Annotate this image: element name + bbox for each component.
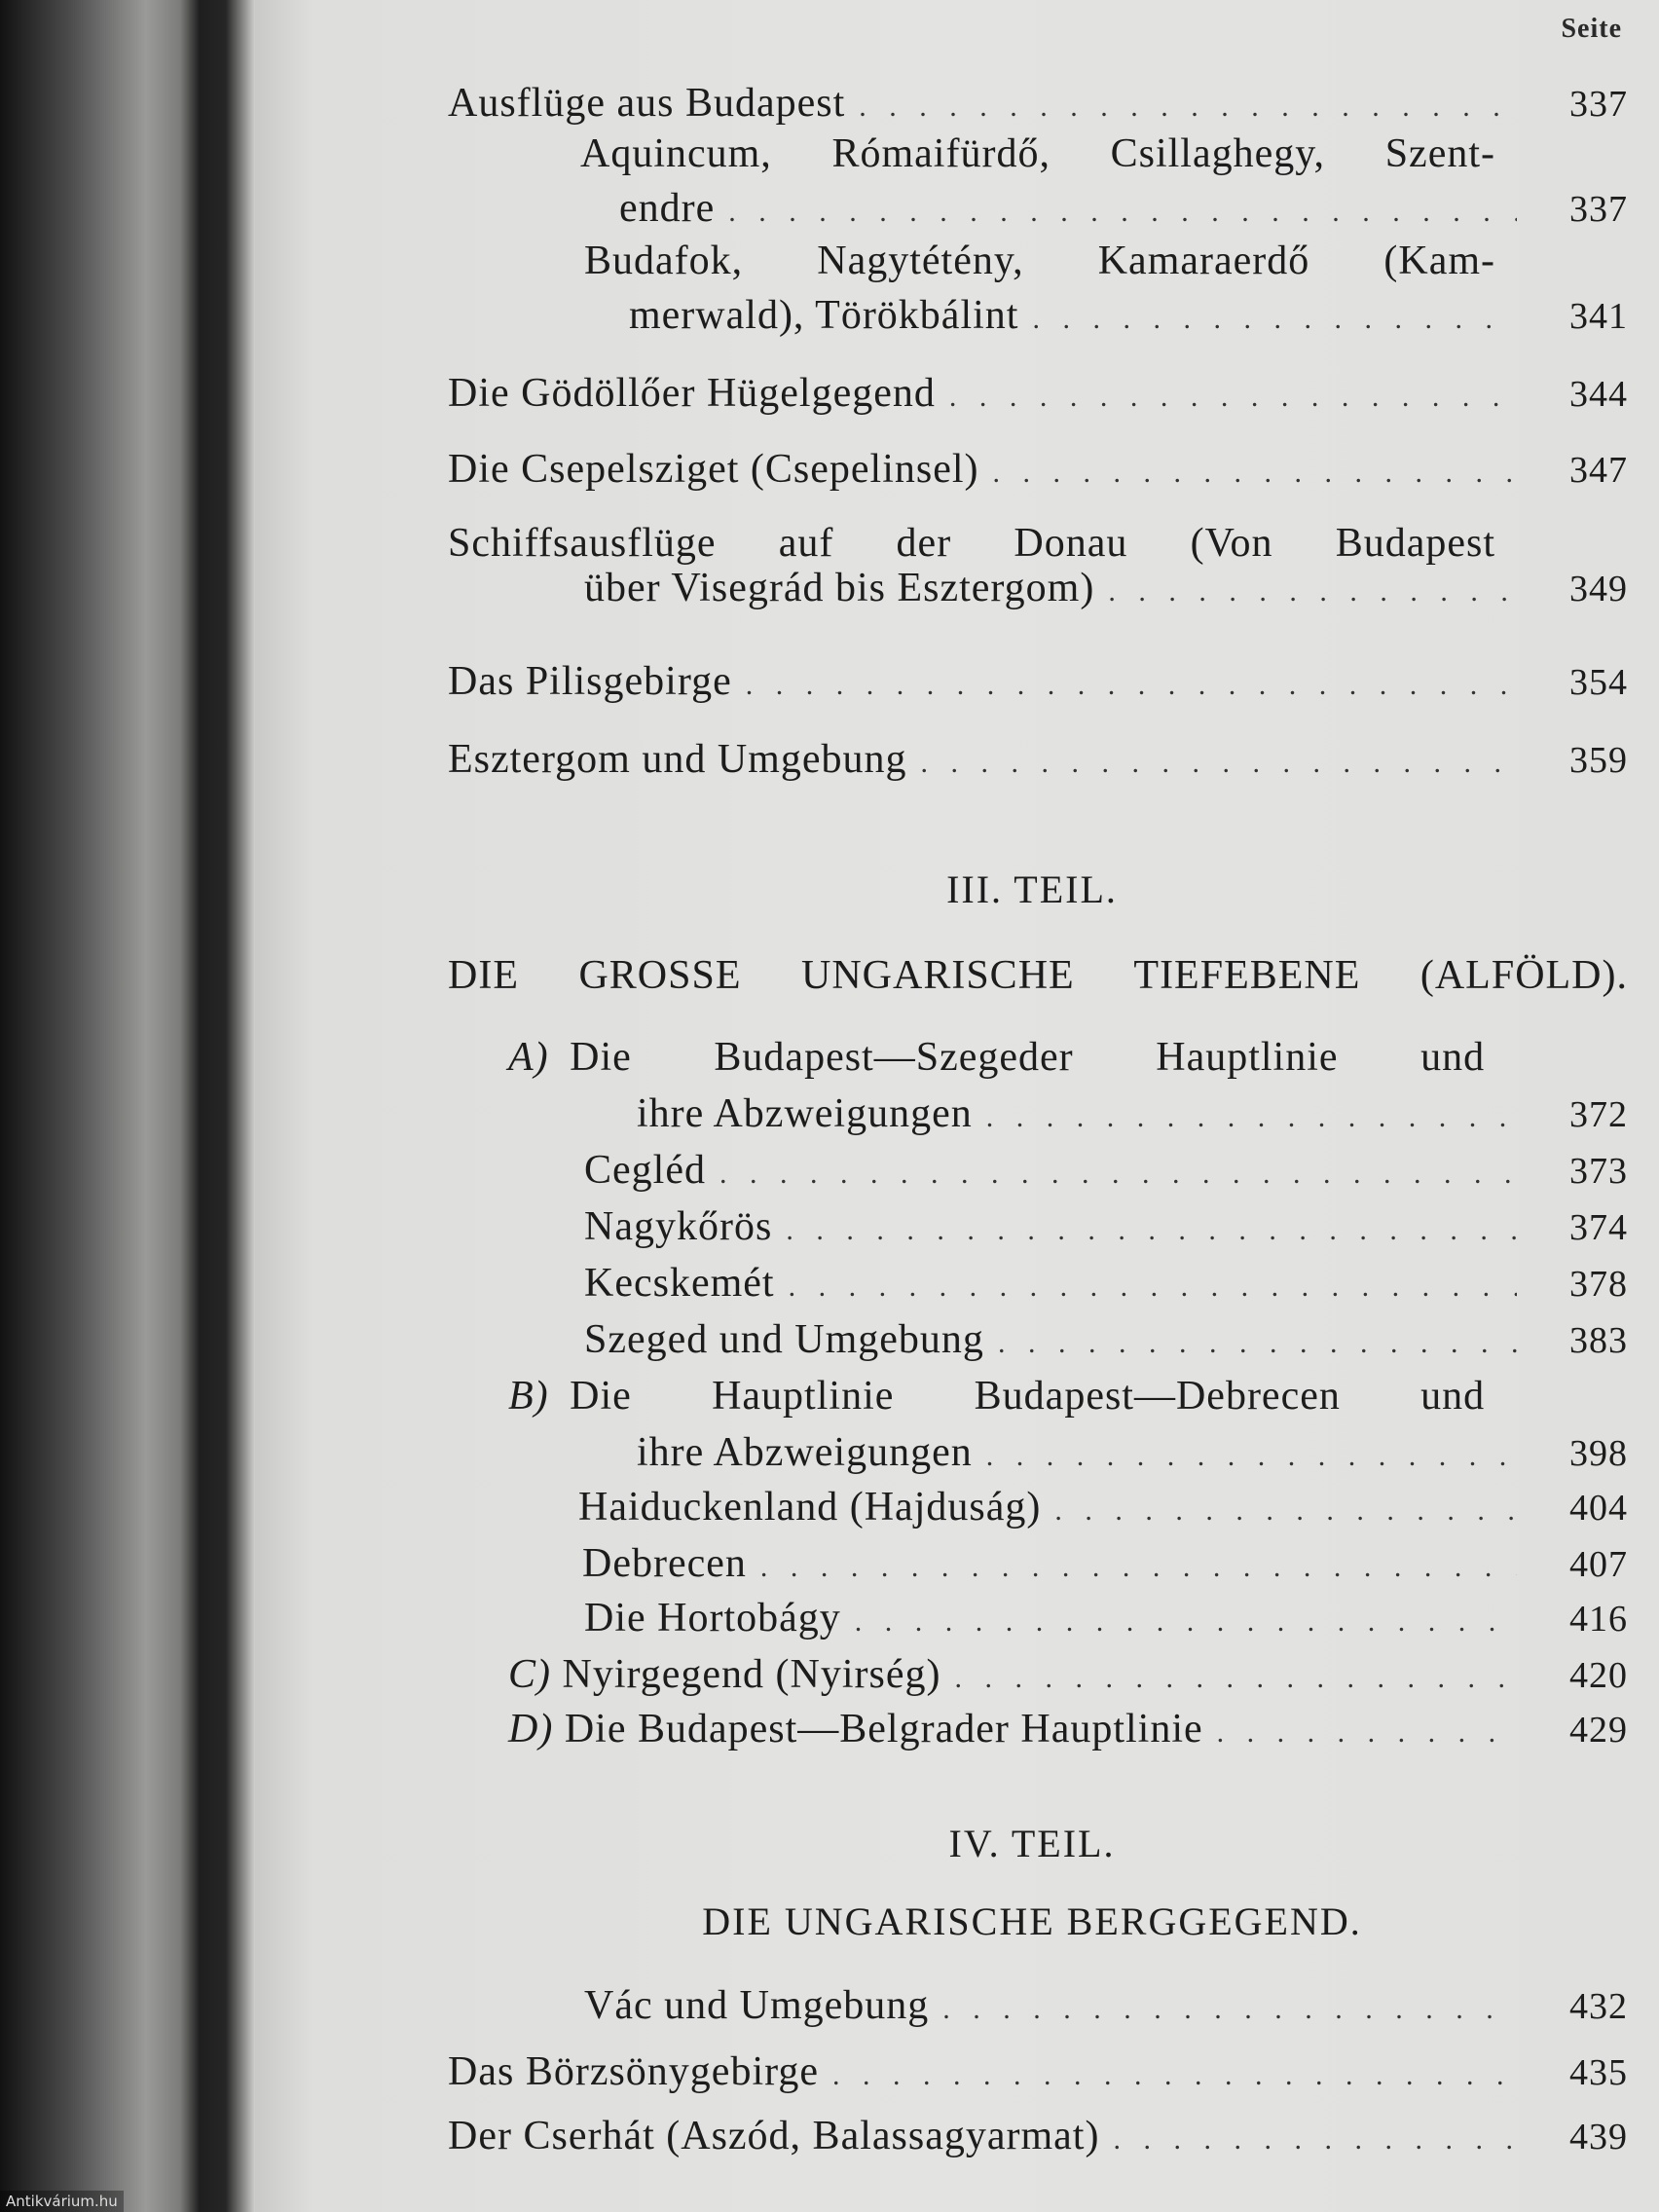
entry-page: 439 [1569, 2117, 1628, 2157]
entry-line: Schiffsausflüge auf der Donau (Von Budapest [448, 521, 1495, 566]
section-text: Die Budapest—Belgrader Hauptlinie [564, 1707, 1203, 1751]
entry-label: Debrecen [582, 1541, 747, 1586]
entry-line: Budafok, Nagytétény, Kamaraerdő (Kam- [584, 239, 1495, 283]
toc-entry [582, 1540, 1628, 1589]
section-mark: B) [508, 1374, 549, 1419]
entry-page: 337 [1569, 84, 1628, 125]
dot-leader [998, 1327, 1517, 1360]
section-line [508, 1373, 1495, 1419]
dot-leader [719, 1158, 1517, 1191]
entry-page: 359 [1569, 740, 1628, 781]
toc-entry [448, 370, 1628, 419]
toc-entry [448, 2113, 1628, 2161]
entry-label: über Visegrád bis Esztergom) [584, 566, 1095, 610]
entry-label: Die Hortobágy [584, 1596, 841, 1641]
toc-entry [637, 1090, 1628, 1139]
dot-leader [993, 457, 1517, 490]
entry-page: 435 [1569, 2052, 1628, 2093]
entry-label: ihre Abzweigungen [637, 1091, 973, 1136]
entry-page: 404 [1569, 1488, 1628, 1529]
section-mark: C) [508, 1652, 551, 1697]
toc-entry [584, 565, 1628, 613]
entry-page: 337 [1569, 189, 1628, 230]
dot-leader [921, 747, 1518, 780]
toc-entry [619, 185, 1628, 234]
dot-leader [786, 1214, 1517, 1247]
entry-label: Das Pilisgebirge [448, 659, 732, 704]
dot-leader [949, 381, 1517, 414]
section-text: Nyirgegend (Nyirség) [562, 1652, 941, 1697]
entry-page: 373 [1569, 1151, 1628, 1192]
dot-leader [728, 196, 1517, 229]
entry-label: merwald), Törökbálint [629, 293, 1019, 338]
entry-label: Esztergom und Umgebung [448, 737, 907, 782]
page-column-header: Seite [1561, 14, 1622, 44]
entry-label: Ausflüge aus Budapest [448, 81, 846, 126]
dot-leader [1217, 1716, 1517, 1750]
entry-page: 349 [1569, 569, 1628, 609]
entry-label: ihre Abzweigungen [637, 1430, 973, 1475]
entry-label: Cegléd [584, 1148, 706, 1193]
watermark: Antikvárium.hu [0, 2191, 124, 2212]
toc-entry [637, 1429, 1628, 1478]
entry-page: 372 [1569, 1094, 1628, 1135]
entry-label: Haiduckenland (Hajduság) [578, 1485, 1042, 1530]
section-mark: D) [508, 1707, 554, 1751]
dot-leader [1032, 303, 1517, 336]
part-title-text: DIE UNGARISCHE BERGGEGEND. [702, 1899, 1362, 1943]
entry-page: 383 [1569, 1320, 1628, 1361]
entry-page: 344 [1569, 374, 1628, 415]
dot-leader [760, 1551, 1517, 1584]
part-heading [253, 866, 1659, 912]
toc-entry [584, 1982, 1628, 2031]
section-text: Die Hauptlinie Budapest—Debrecen und [570, 1374, 1486, 1419]
entry-label: Szeged und Umgebung [584, 1317, 984, 1362]
entry-label: Das Börzsönygebirge [448, 2049, 819, 2094]
entry-label: endre [619, 186, 716, 231]
entry-label: Kecskemét [584, 1261, 775, 1306]
dot-leader [859, 91, 1517, 124]
dot-leader [1108, 575, 1517, 608]
dot-leader [832, 2059, 1517, 2092]
toc-entry [448, 736, 1628, 785]
dot-leader [789, 1271, 1517, 1304]
toc-entry [508, 1706, 1628, 1754]
entry-label: Der Cserhát (Aszód, Balassagyarmat) [448, 2114, 1100, 2158]
entry-page: 398 [1569, 1433, 1628, 1474]
entry-label: Vác und Umgebung [584, 1983, 930, 2028]
entry-label [508, 1651, 940, 1698]
toc-entry [448, 80, 1628, 129]
dot-leader [986, 1440, 1517, 1473]
entry-label [508, 1706, 1203, 1752]
entry-page: 347 [1569, 450, 1628, 491]
entry-page: 374 [1569, 1207, 1628, 1248]
entry-page: 420 [1569, 1655, 1628, 1696]
section-text: Die Budapest—Szegeder Hauptlinie und [570, 1035, 1486, 1080]
entry-page: 354 [1569, 662, 1628, 703]
toc-entry [584, 1595, 1628, 1643]
entry-page: 429 [1569, 1710, 1628, 1751]
dot-leader [986, 1101, 1517, 1134]
part-heading-text: IV. TEIL. [948, 1822, 1116, 1865]
toc-entry [448, 658, 1628, 707]
section-line [508, 1034, 1495, 1081]
entry-page: 341 [1569, 296, 1628, 337]
part-title: DIE GROSSE UNGARISCHE TIEFEBENE (ALFÖLD). [448, 953, 1628, 998]
dot-leader [942, 1993, 1517, 2026]
toc-entry [584, 1316, 1628, 1365]
dot-leader [855, 1605, 1517, 1639]
entry-line: Aquincum, Rómaifürdő, Csillaghegy, Szent- [580, 131, 1495, 176]
entry-page: 416 [1569, 1599, 1628, 1640]
entry-label: Die Csepelsziget (Csepelinsel) [448, 447, 979, 492]
entry-page: 432 [1569, 1986, 1628, 2027]
toc-entry [584, 1203, 1628, 1252]
dot-leader [1054, 1494, 1517, 1528]
book-spine [0, 0, 255, 2212]
toc-entry [508, 1651, 1628, 1700]
dot-leader [954, 1662, 1517, 1695]
dot-leader [746, 669, 1517, 702]
entry-label: Die Gödöllőer Hügelgegend [448, 371, 936, 416]
entry-page: 378 [1569, 1264, 1628, 1305]
part-heading-text: III. TEIL. [946, 867, 1118, 911]
part-heading [253, 1821, 1659, 1866]
toc-entry [584, 1260, 1628, 1309]
toc-entry [578, 1484, 1628, 1532]
section-mark: A) [508, 1035, 549, 1080]
toc-entry [448, 2048, 1628, 2097]
toc-entry [448, 446, 1628, 495]
part-title [253, 1899, 1659, 1944]
toc-entry [629, 292, 1628, 341]
entry-page: 407 [1569, 1544, 1628, 1585]
entry-label: Nagykőrös [584, 1204, 773, 1249]
toc-entry [584, 1147, 1628, 1196]
dot-leader [1113, 2123, 1517, 2157]
